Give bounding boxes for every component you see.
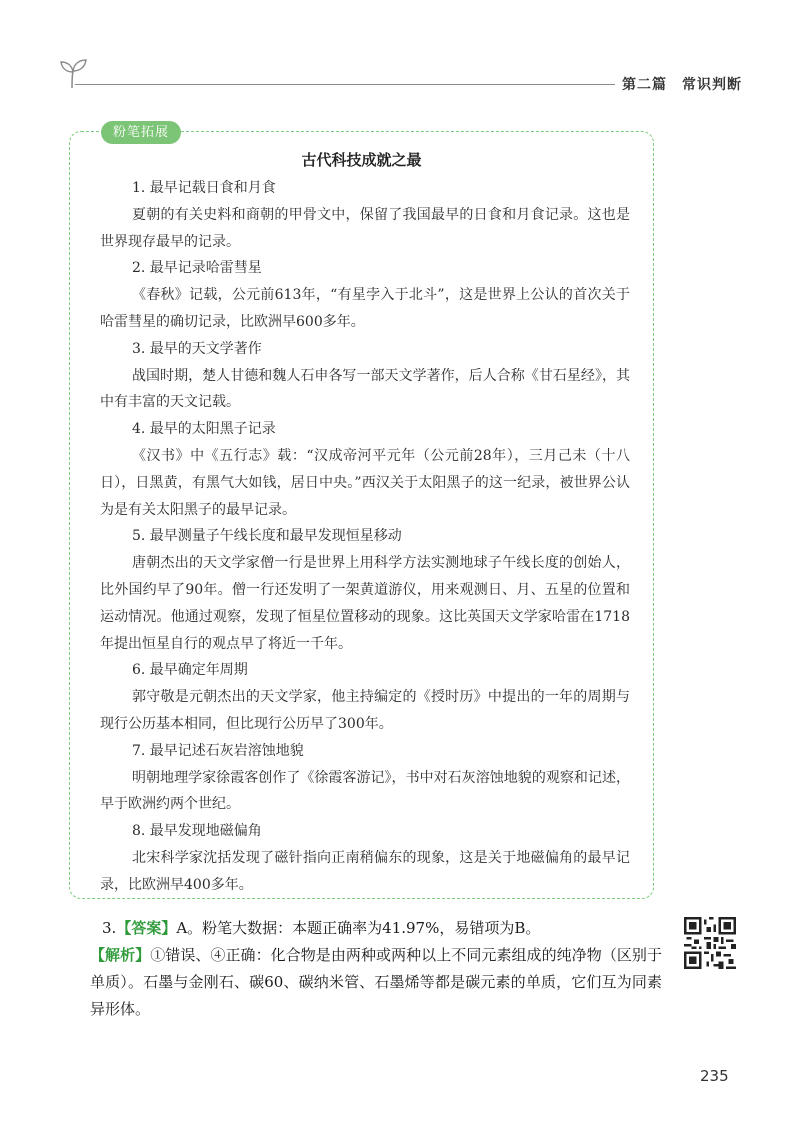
extension-title: 古代科技成就之最 bbox=[301, 151, 422, 169]
item-body: 郭守敬是元朝杰出的天文学家，他主持编定的《授时历》中提出的一年的周期与现行公历基本相同，但比现行公历早了300年。 bbox=[100, 689, 630, 732]
analysis-text: ①错误、④正确：化合物是由两种或两种以上不同元素组成的纯净物（区别于单质）。石墨与金刚石、碳60、碳纳米管、石墨烯等都是碳元素的单质，它们互为同素异形体。 bbox=[90, 946, 662, 1018]
item-body: 北宋科学家沈括发现了磁针指向正南稍偏东的现象，这是关于地磁偏角的最早记录，比欧洲早400多年。 bbox=[100, 849, 630, 893]
item-heading: 6. 最早确定年周期 bbox=[132, 662, 248, 679]
answer-line bbox=[102, 915, 662, 942]
qr-code-icon[interactable] bbox=[684, 917, 736, 969]
header-rule bbox=[75, 84, 615, 85]
item-body: 战国时期，楚人甘德和魏人石申各写一部天文学著作，后人合称《甘石星经》，其中有丰富的天文记载。 bbox=[100, 367, 630, 411]
extension-tag: 粉笔拓展 bbox=[101, 121, 181, 144]
item-heading: 7. 最早记述石灰岩溶蚀地貌 bbox=[132, 742, 304, 759]
answer-text: A。粉笔大数据：本题正确率为41.97%，易错项为B。 bbox=[176, 919, 541, 937]
sprout-logo-icon bbox=[58, 58, 94, 90]
item-heading: 5. 最早测量子午线长度和最早发现恒星移动 bbox=[132, 528, 402, 545]
analysis-label: 【解析】 bbox=[90, 946, 151, 964]
section-title: 第二篇 常识判断 bbox=[622, 77, 742, 93]
item-heading: 3. 最早的天文学著作 bbox=[132, 340, 262, 357]
item-heading: 2. 最早记录哈雷彗星 bbox=[132, 260, 262, 277]
item-body: 《汉书》中《五行志》载：“汉成帝河平元年（公元前28年），三月己未（十八日），日黑黄，有黑气大如钱，居日中央。”西汉关于太阳黑子的这一纪录，被世界公认为是有关太阳黑子的最早记录。 bbox=[100, 447, 630, 518]
answer-label: 【答案】 bbox=[116, 919, 177, 937]
extension-body bbox=[100, 175, 630, 899]
answer-section bbox=[90, 915, 662, 1023]
item-body: 明朝地理学家徐霞客创作了《徐霞客游记》，书中对石灰溶蚀地貌的观察和记述，早于欧洲约两个世纪。 bbox=[100, 769, 630, 813]
item-body: 《春秋》记载，公元前613年，“有星孛入于北斗”，这是世界上公认的首次关于哈雷彗星的确切记录，比欧洲早600多年。 bbox=[100, 287, 630, 330]
item-heading: 8. 最早发现地磁偏角 bbox=[132, 823, 262, 840]
item-heading: 1. 最早记载日食和月食 bbox=[132, 180, 276, 196]
analysis-paragraph bbox=[90, 942, 662, 1023]
item-body: 夏朝的有关史料和商朝的甲骨文中，保留了我国最早的日食和月食记录。这也是世界现存最早的记录。 bbox=[100, 206, 630, 250]
page-number: 235 bbox=[700, 1067, 729, 1085]
item-heading: 4. 最早的太阳黑子记录 bbox=[132, 421, 276, 438]
item-body: 唐朝杰出的天文学家僧一行是世界上用科学方法实测地球子午线长度的创始人，比外国约早了90年。僧一行还发明了一架黄道游仪，用来观测日、月、五星的位置和运动情况。他通过观察，发现了恒星位置移动的现象。这比英国天文学家哈雷在1718年提出恒星自行的观点早了将近一千年。 bbox=[100, 555, 630, 652]
question-number: 3. bbox=[102, 919, 117, 937]
